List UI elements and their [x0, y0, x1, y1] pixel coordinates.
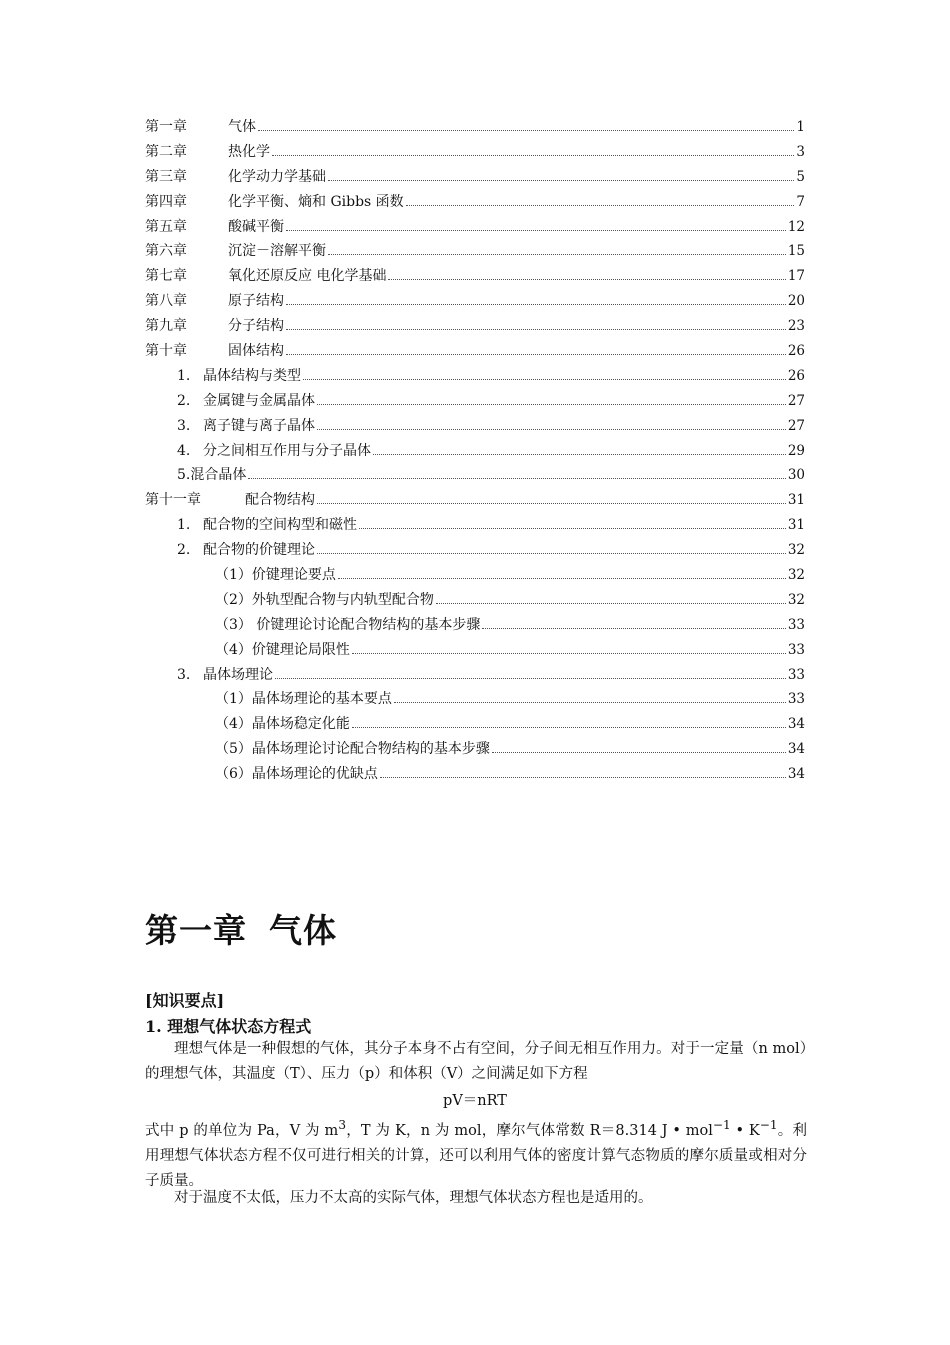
toc-entry[interactable]	[145, 712, 805, 737]
toc-entry-page: 3	[796, 143, 805, 160]
toc-entry-page: 26	[787, 343, 805, 360]
toc-dot-leader	[286, 229, 786, 231]
toc-entry-title: （1）晶体场理论的基本要点	[215, 691, 392, 708]
toc-entry-page: 15	[787, 243, 805, 260]
toc-entry[interactable]	[145, 513, 805, 538]
toc-entry-number: 2.	[177, 392, 191, 409]
toc-entry-title: 晶体结构与类型	[203, 367, 301, 384]
toc-entry[interactable]	[145, 563, 805, 588]
toc-entry[interactable]	[145, 414, 805, 439]
subsection-title: 1. 理想气体状态方程式	[145, 1017, 312, 1036]
toc-entry-title: 金属键与金属晶体	[203, 392, 315, 409]
toc-entry-number: 2.	[177, 542, 191, 559]
toc-entry-number: 第五章	[145, 218, 187, 235]
toc-entry-page: 17	[787, 268, 805, 285]
toc-dot-leader	[286, 303, 786, 305]
toc-entry-title: 混合晶体	[190, 467, 247, 484]
toc-dot-leader	[272, 154, 794, 156]
toc-entry[interactable]	[145, 239, 805, 264]
toc-dot-leader	[248, 477, 785, 479]
toc-entry-number: 3.	[177, 417, 191, 434]
table-of-contents	[145, 115, 805, 787]
toc-entry[interactable]	[145, 289, 805, 314]
toc-entry-title: 原子结构	[228, 293, 284, 310]
toc-entry-page: 31	[787, 517, 805, 534]
toc-entry-title: 固体结构	[228, 343, 284, 360]
toc-entry-title: （2）外轨型配合物与内轨型配合物	[215, 591, 434, 608]
superscript-cubic: 3	[338, 1118, 346, 1132]
toc-entry-page: 7	[796, 193, 805, 210]
toc-entry-page: 27	[787, 417, 805, 434]
toc-dot-leader	[359, 527, 786, 529]
toc-dot-leader	[380, 776, 786, 778]
toc-entry[interactable]	[145, 215, 805, 240]
toc-dot-leader	[286, 328, 786, 330]
toc-dot-leader	[352, 652, 786, 654]
toc-entry-page: 30	[787, 467, 805, 484]
toc-entry-title: 酸碱平衡	[228, 218, 284, 235]
toc-entry-page: 33	[787, 616, 805, 633]
toc-entry-number: 1.	[177, 367, 191, 384]
toc-entry[interactable]	[145, 165, 805, 190]
toc-entry-number: 第六章	[145, 243, 187, 260]
toc-entry-number: 第一章	[145, 119, 187, 135]
toc-entry-number: 第四章	[145, 193, 187, 210]
toc-entry-page: 31	[787, 492, 805, 509]
toc-dot-leader	[394, 701, 786, 703]
toc-entry-number: 第二章	[145, 143, 187, 160]
toc-entry[interactable]	[145, 663, 805, 688]
toc-dot-leader	[328, 179, 794, 181]
toc-dot-leader	[286, 353, 786, 355]
toc-dot-leader	[406, 204, 795, 206]
toc-entry-number: 第十一章	[145, 492, 201, 509]
toc-entry-number: 第九章	[145, 318, 187, 335]
units-text-4: 。利用理想气体状态方程不仅可进行相关的计算，还可以利用气体的密度计算气态物质的摩尔质量或相对分子质量。	[145, 1122, 808, 1189]
toc-entry-title: （4）晶体场稳定化能	[215, 716, 350, 733]
toc-entry-page: 5	[796, 168, 805, 185]
toc-entry[interactable]	[145, 364, 805, 389]
toc-dot-leader	[373, 453, 786, 455]
toc-dot-leader	[352, 726, 786, 728]
toc-entry[interactable]	[145, 190, 805, 215]
toc-dot-leader	[303, 378, 786, 380]
toc-dot-leader	[317, 428, 786, 430]
paragraph-units	[145, 1113, 807, 1194]
toc-entry-page: 33	[787, 691, 805, 708]
paragraph-ideal-gas-definition: 理想气体是一种假想的气体，其分子本身不占有空间，分子间无相互作用力。对于一定量（n mol）的理想气体，其温度（T）、压力（p）和体积（V）之间满足如下方程	[145, 1041, 807, 1082]
toc-entry-title: （1）价键理论要点	[215, 567, 336, 584]
toc-entry-number: 5.	[177, 467, 191, 484]
toc-entry-title: （6）晶体场理论的优缺点	[215, 766, 378, 783]
chapter-title	[145, 905, 337, 952]
toc-entry-page: 34	[787, 741, 805, 758]
toc-entry-title: 配合物的空间构型和磁性	[203, 517, 357, 534]
toc-entry-title: 氧化还原反应 电化学基础	[228, 268, 387, 285]
toc-entry-page: 1	[796, 119, 805, 135]
toc-entry[interactable]	[145, 762, 805, 787]
toc-entry[interactable]	[145, 687, 805, 712]
units-text-1: 式中 p 的单位为 Pa，V 为 m	[145, 1122, 339, 1139]
superscript-inverse-mol: −1	[712, 1118, 731, 1132]
toc-entry-title: 化学平衡、熵和 Gibbs 函数	[228, 193, 404, 210]
toc-entry-title: 配合物的价键理论	[203, 542, 315, 559]
toc-entry-page: 20	[787, 293, 805, 310]
toc-entry-page: 23	[787, 318, 805, 335]
section-label: [知识要点]	[145, 991, 225, 1010]
units-text-2: ，T 为 K，n 为 mol，摩尔气体常数 R＝8.314 J • mol	[346, 1122, 713, 1139]
toc-entry[interactable]	[145, 463, 805, 488]
toc-entry-page: 27	[787, 392, 805, 409]
toc-dot-leader	[338, 577, 786, 579]
toc-entry[interactable]	[145, 339, 805, 364]
toc-dot-leader	[258, 129, 794, 131]
toc-entry-title: 分子结构	[228, 318, 284, 335]
toc-entry[interactable]	[145, 115, 805, 140]
superscript-inverse-k: −1	[759, 1118, 778, 1132]
chapter-number: 第一章	[145, 911, 247, 950]
toc-entry-page: 33	[787, 666, 805, 683]
chapter-name: 气体	[269, 911, 337, 950]
toc-entry-title: 分之间相互作用与分子晶体	[203, 442, 371, 459]
toc-entry[interactable]	[145, 140, 805, 165]
toc-entry-title: 配合物结构	[245, 492, 315, 509]
toc-entry[interactable]	[145, 389, 805, 414]
paragraph-real-gas-note: 对于温度不太低，压力不太高的实际气体，理想气体状态方程也是适用的。	[174, 1190, 653, 1206]
toc-entry-page: 26	[787, 367, 805, 384]
toc-dot-leader	[482, 627, 785, 629]
toc-entry-number: 第八章	[145, 293, 187, 310]
toc-entry-page: 34	[787, 766, 805, 783]
toc-entry-page: 29	[787, 442, 805, 459]
ideal-gas-equation: pV＝nRT	[443, 1093, 507, 1109]
toc-entry-title: 沉淀－溶解平衡	[228, 243, 326, 260]
toc-entry[interactable]	[145, 314, 805, 339]
toc-dot-leader	[388, 278, 785, 280]
toc-entry-title: 晶体场理论	[203, 666, 273, 683]
toc-entry[interactable]	[145, 264, 805, 289]
toc-entry-page: 12	[787, 218, 805, 235]
toc-entry-title: （4）价键理论局限性	[215, 641, 350, 658]
toc-entry-title: 化学动力学基础	[228, 168, 326, 185]
toc-entry-number: 4.	[177, 442, 191, 459]
toc-dot-leader	[328, 253, 786, 255]
toc-dot-leader	[275, 677, 786, 679]
toc-dot-leader	[317, 552, 786, 554]
toc-entry-page: 34	[787, 716, 805, 733]
toc-entry[interactable]	[145, 638, 805, 663]
toc-entry-number: 第三章	[145, 168, 187, 185]
toc-entry-page: 33	[787, 641, 805, 658]
toc-entry-page: 32	[787, 591, 805, 608]
toc-entry-number: 第七章	[145, 268, 187, 285]
toc-dot-leader	[436, 602, 786, 604]
toc-entry[interactable]	[145, 538, 805, 563]
toc-entry-title: 离子键与离子晶体	[203, 417, 315, 434]
toc-entry[interactable]	[145, 613, 805, 638]
toc-entry-number: 3.	[177, 666, 191, 683]
toc-entry-title: （5）晶体场理论讨论配合物结构的基本步骤	[215, 741, 490, 758]
toc-entry-number: 1.	[177, 517, 191, 534]
toc-entry-number: 第十章	[145, 343, 187, 360]
toc-entry-title: 气体	[228, 119, 256, 135]
toc-entry-title: 热化学	[228, 143, 270, 160]
toc-entry[interactable]	[145, 737, 805, 762]
toc-entry-page: 32	[787, 567, 805, 584]
toc-dot-leader	[317, 502, 786, 504]
toc-dot-leader	[317, 403, 786, 405]
toc-dot-leader	[492, 751, 786, 753]
toc-entry-title: （3） 价键理论讨论配合物结构的基本步骤	[215, 616, 481, 633]
toc-entry[interactable]	[145, 488, 805, 513]
toc-entry[interactable]	[145, 439, 805, 464]
toc-entry-page: 32	[787, 542, 805, 559]
units-text-3: • K	[730, 1122, 760, 1139]
toc-entry[interactable]	[145, 588, 805, 613]
